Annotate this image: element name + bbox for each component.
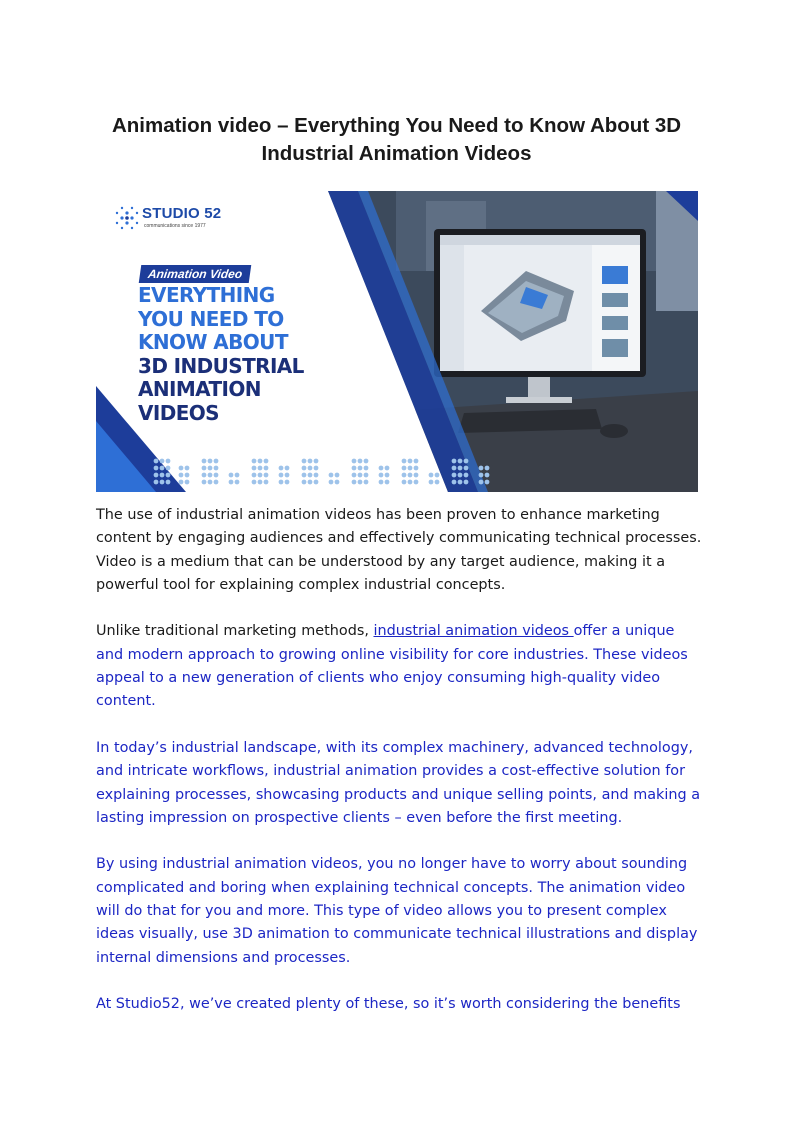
paragraph-5: At Studio52, we’ve created plenty of these, so it’s worth considering the benefits xyxy=(96,996,681,1013)
headline-line-3: KNOW ABOUT xyxy=(138,330,288,354)
studio52-logo xyxy=(108,203,228,235)
paragraph-2 xyxy=(96,620,706,713)
paragraph-4: By using industrial animation videos, you no longer have to worry about sounding complicated and boring when explaining technical concepts. The animation video will do that for you and more. This type of video allows you to present complex ideas visually, use 3D animation to communicate technical illustrations and display internal dimensions and processes. xyxy=(96,856,698,966)
paragraph-3: In today’s industrial landscape, with its complex machinery, advanced technology, and intricate workflows, industrial animation provides a cost-effective solution for explaining processes, showcasing products and unique selling points, and making a lasting impression on prospective clients – even before the first meeting. xyxy=(96,739,701,826)
headline-line-4: 3D INDUSTRIAL xyxy=(138,353,304,378)
logo-text: STUDIO 52 xyxy=(142,205,222,222)
page-title xyxy=(80,112,713,168)
article-body xyxy=(96,504,706,1040)
title-line-2: Industrial Animation Videos xyxy=(261,142,532,165)
headline-line-2: YOU NEED TO xyxy=(138,306,284,331)
industrial-animation-videos-link[interactable]: industrial animation videos xyxy=(373,623,574,640)
headline-line-5: ANIMATION xyxy=(138,377,261,401)
headline-line-1: EVERYTHING xyxy=(138,283,275,307)
paragraph-1: The use of industrial animation videos has been proven to enhance marketing content by engaging audiences and effectively communicating technical processes. Video is a medium that can be understood by any target audience, making it a powerful tool for explaining complex industrial concepts. xyxy=(96,507,702,593)
headline-line-6: VIDEOS xyxy=(138,400,219,425)
paragraph-2-lead: Unlike traditional marketing methods, xyxy=(96,623,374,640)
logo-tagline: communications since 1977 xyxy=(144,223,206,229)
hero-banner-image xyxy=(96,191,698,492)
title-line-1: Animation video – Everything You Need to Know About 3D xyxy=(111,114,682,137)
paragraph-2-rest: offer a unique and modern approach to growing online visibility for core industries. These videos appeal to a new generation of clients who enjoy consuming high-quality video content. xyxy=(96,623,688,710)
banner-headline xyxy=(138,284,358,425)
animation-video-badge: Animation Video xyxy=(139,265,252,283)
